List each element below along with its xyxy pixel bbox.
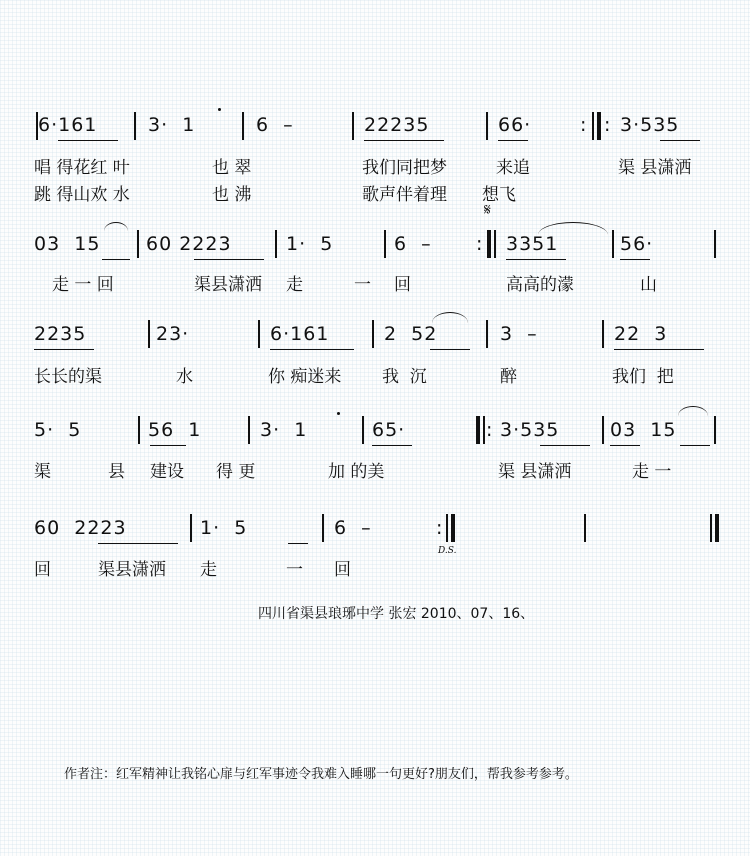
- tie: [432, 312, 468, 323]
- measure-notes: 2 52: [384, 323, 438, 345]
- tie: [538, 222, 608, 235]
- barline: [602, 320, 604, 348]
- repeat-dots: :: [476, 233, 484, 255]
- lyric-line: 一: [286, 560, 303, 580]
- ds-marking: D.S.: [438, 546, 457, 556]
- repeat-barline: [476, 416, 480, 444]
- lyric-line: 也 沸: [212, 185, 252, 205]
- barline: [710, 514, 712, 542]
- measure-notes: 6 –: [394, 233, 432, 255]
- lyric-line: 你 痴迷来: [268, 367, 342, 387]
- measure-notes: 3· 1: [148, 114, 196, 136]
- measure-notes: 66·: [498, 114, 532, 136]
- measure-notes: 6·161: [270, 323, 330, 345]
- lyric-line: 长长的渠: [34, 367, 102, 387]
- barline: [258, 320, 260, 348]
- lyric-line: 来追: [496, 158, 530, 178]
- measure-notes: 2235: [34, 323, 87, 345]
- lyric-line: 加 的美: [328, 462, 385, 482]
- measure-notes: 3· 1: [260, 419, 308, 441]
- lyric-line: 醉: [500, 367, 517, 387]
- measure-notes: 6 –: [334, 517, 372, 539]
- barline: [612, 230, 614, 258]
- measure-notes: 1· 5: [286, 233, 334, 255]
- final-barline: [715, 514, 719, 542]
- lyric-line: 走 一 回: [52, 275, 114, 295]
- author-note: 作者注：红军精神让我铭心扉与红军事迹令我难入睡哪一句更好?朋友们，帮我参考参考。: [64, 767, 578, 782]
- barline: [275, 230, 277, 258]
- lyric-line: 走: [286, 275, 303, 295]
- repeat-barline: [451, 514, 455, 542]
- tie: [104, 222, 128, 231]
- lyric-line: 我 沉: [382, 367, 427, 387]
- barline: [584, 514, 586, 542]
- measure-notes: 3 –: [500, 323, 538, 345]
- lyric-line: 山: [640, 275, 657, 295]
- lyric-line: 走 一: [632, 462, 672, 482]
- lyric-line: 高高的濛: [506, 275, 574, 295]
- barline: [352, 112, 354, 140]
- measure-notes: 3351: [506, 233, 559, 255]
- lyric-line: 回: [334, 560, 351, 580]
- barline: [486, 320, 488, 348]
- measure-notes: 22235: [364, 114, 430, 136]
- barline: [248, 416, 250, 444]
- lyric-line: 也 翠: [212, 158, 252, 178]
- lyric-line: 想飞: [482, 185, 516, 205]
- barline: [446, 514, 448, 542]
- measure-notes: 22 3: [614, 323, 668, 345]
- lyric-line: 我们同把梦: [362, 158, 447, 178]
- barline: [137, 230, 139, 258]
- barline: [714, 230, 716, 258]
- measure-notes: 3·535: [620, 114, 680, 136]
- barline: [148, 320, 150, 348]
- measure-notes: 23·: [156, 323, 190, 345]
- lyric-line: 县: [108, 462, 125, 482]
- measure-notes: 03 15: [610, 419, 677, 441]
- measure-notes: 6 –: [256, 114, 294, 136]
- lyric-line: 走: [200, 560, 217, 580]
- measure-notes: 60 2223: [34, 517, 127, 539]
- barline: [190, 514, 192, 542]
- measure-notes: 3·535: [500, 419, 560, 441]
- barline: [134, 112, 136, 140]
- lyric-line: 水: [176, 367, 193, 387]
- lyric-line: 渠: [34, 462, 51, 482]
- barline: [494, 230, 496, 258]
- measure-notes: 60 2223: [146, 233, 232, 255]
- measure-notes: 65·: [372, 419, 406, 441]
- repeat-dots: :: [604, 114, 612, 136]
- barline: [372, 320, 374, 348]
- lyric-line: 歌声伴着理: [362, 185, 447, 205]
- barline: [322, 514, 324, 542]
- barline: [714, 416, 716, 444]
- lyric-line: 一: [354, 275, 371, 295]
- author-credit: 四川省渠县琅琊中学 张宏 2010、07、16、: [258, 606, 535, 622]
- barline: [483, 416, 485, 444]
- lyric-line: 回: [34, 560, 51, 580]
- lyric-line: 得 更: [216, 462, 256, 482]
- barline: [384, 230, 386, 258]
- measure-notes: 56·: [620, 233, 654, 255]
- repeat-dots: :: [436, 517, 444, 539]
- repeat-barline: [487, 230, 491, 258]
- repeat-dots: :: [486, 419, 494, 441]
- measure-notes: 1· 5: [200, 517, 248, 539]
- barline: [362, 416, 364, 444]
- lyric-line: 渠 县潇洒: [618, 158, 692, 178]
- lyric-line: 跳 得山欢 水: [34, 185, 130, 205]
- barline: [602, 416, 604, 444]
- lyric-line: 建设: [150, 462, 184, 482]
- measure-notes: 56 1: [148, 419, 202, 441]
- lyric-line: 渠 县潇洒: [498, 462, 572, 482]
- segno-icon: 𝄋: [484, 200, 491, 219]
- lyric-line: 渠县潇洒: [194, 275, 262, 295]
- measure-notes: 03 15: [34, 233, 101, 255]
- lyric-line: 我们 把: [612, 367, 674, 387]
- tie: [678, 406, 708, 416]
- lyric-line: 回: [394, 275, 411, 295]
- lyric-line: 唱 得花红 叶: [34, 158, 130, 178]
- repeat-barline: [597, 112, 601, 140]
- measure-notes: 5· 5: [34, 419, 82, 441]
- barline: [486, 112, 488, 140]
- barline: [592, 112, 594, 140]
- barline: [138, 416, 140, 444]
- measure-notes: 6·161: [38, 114, 98, 136]
- lyric-line: 渠县潇洒: [98, 560, 166, 580]
- barline: [242, 112, 244, 140]
- repeat-dots: :: [580, 114, 588, 136]
